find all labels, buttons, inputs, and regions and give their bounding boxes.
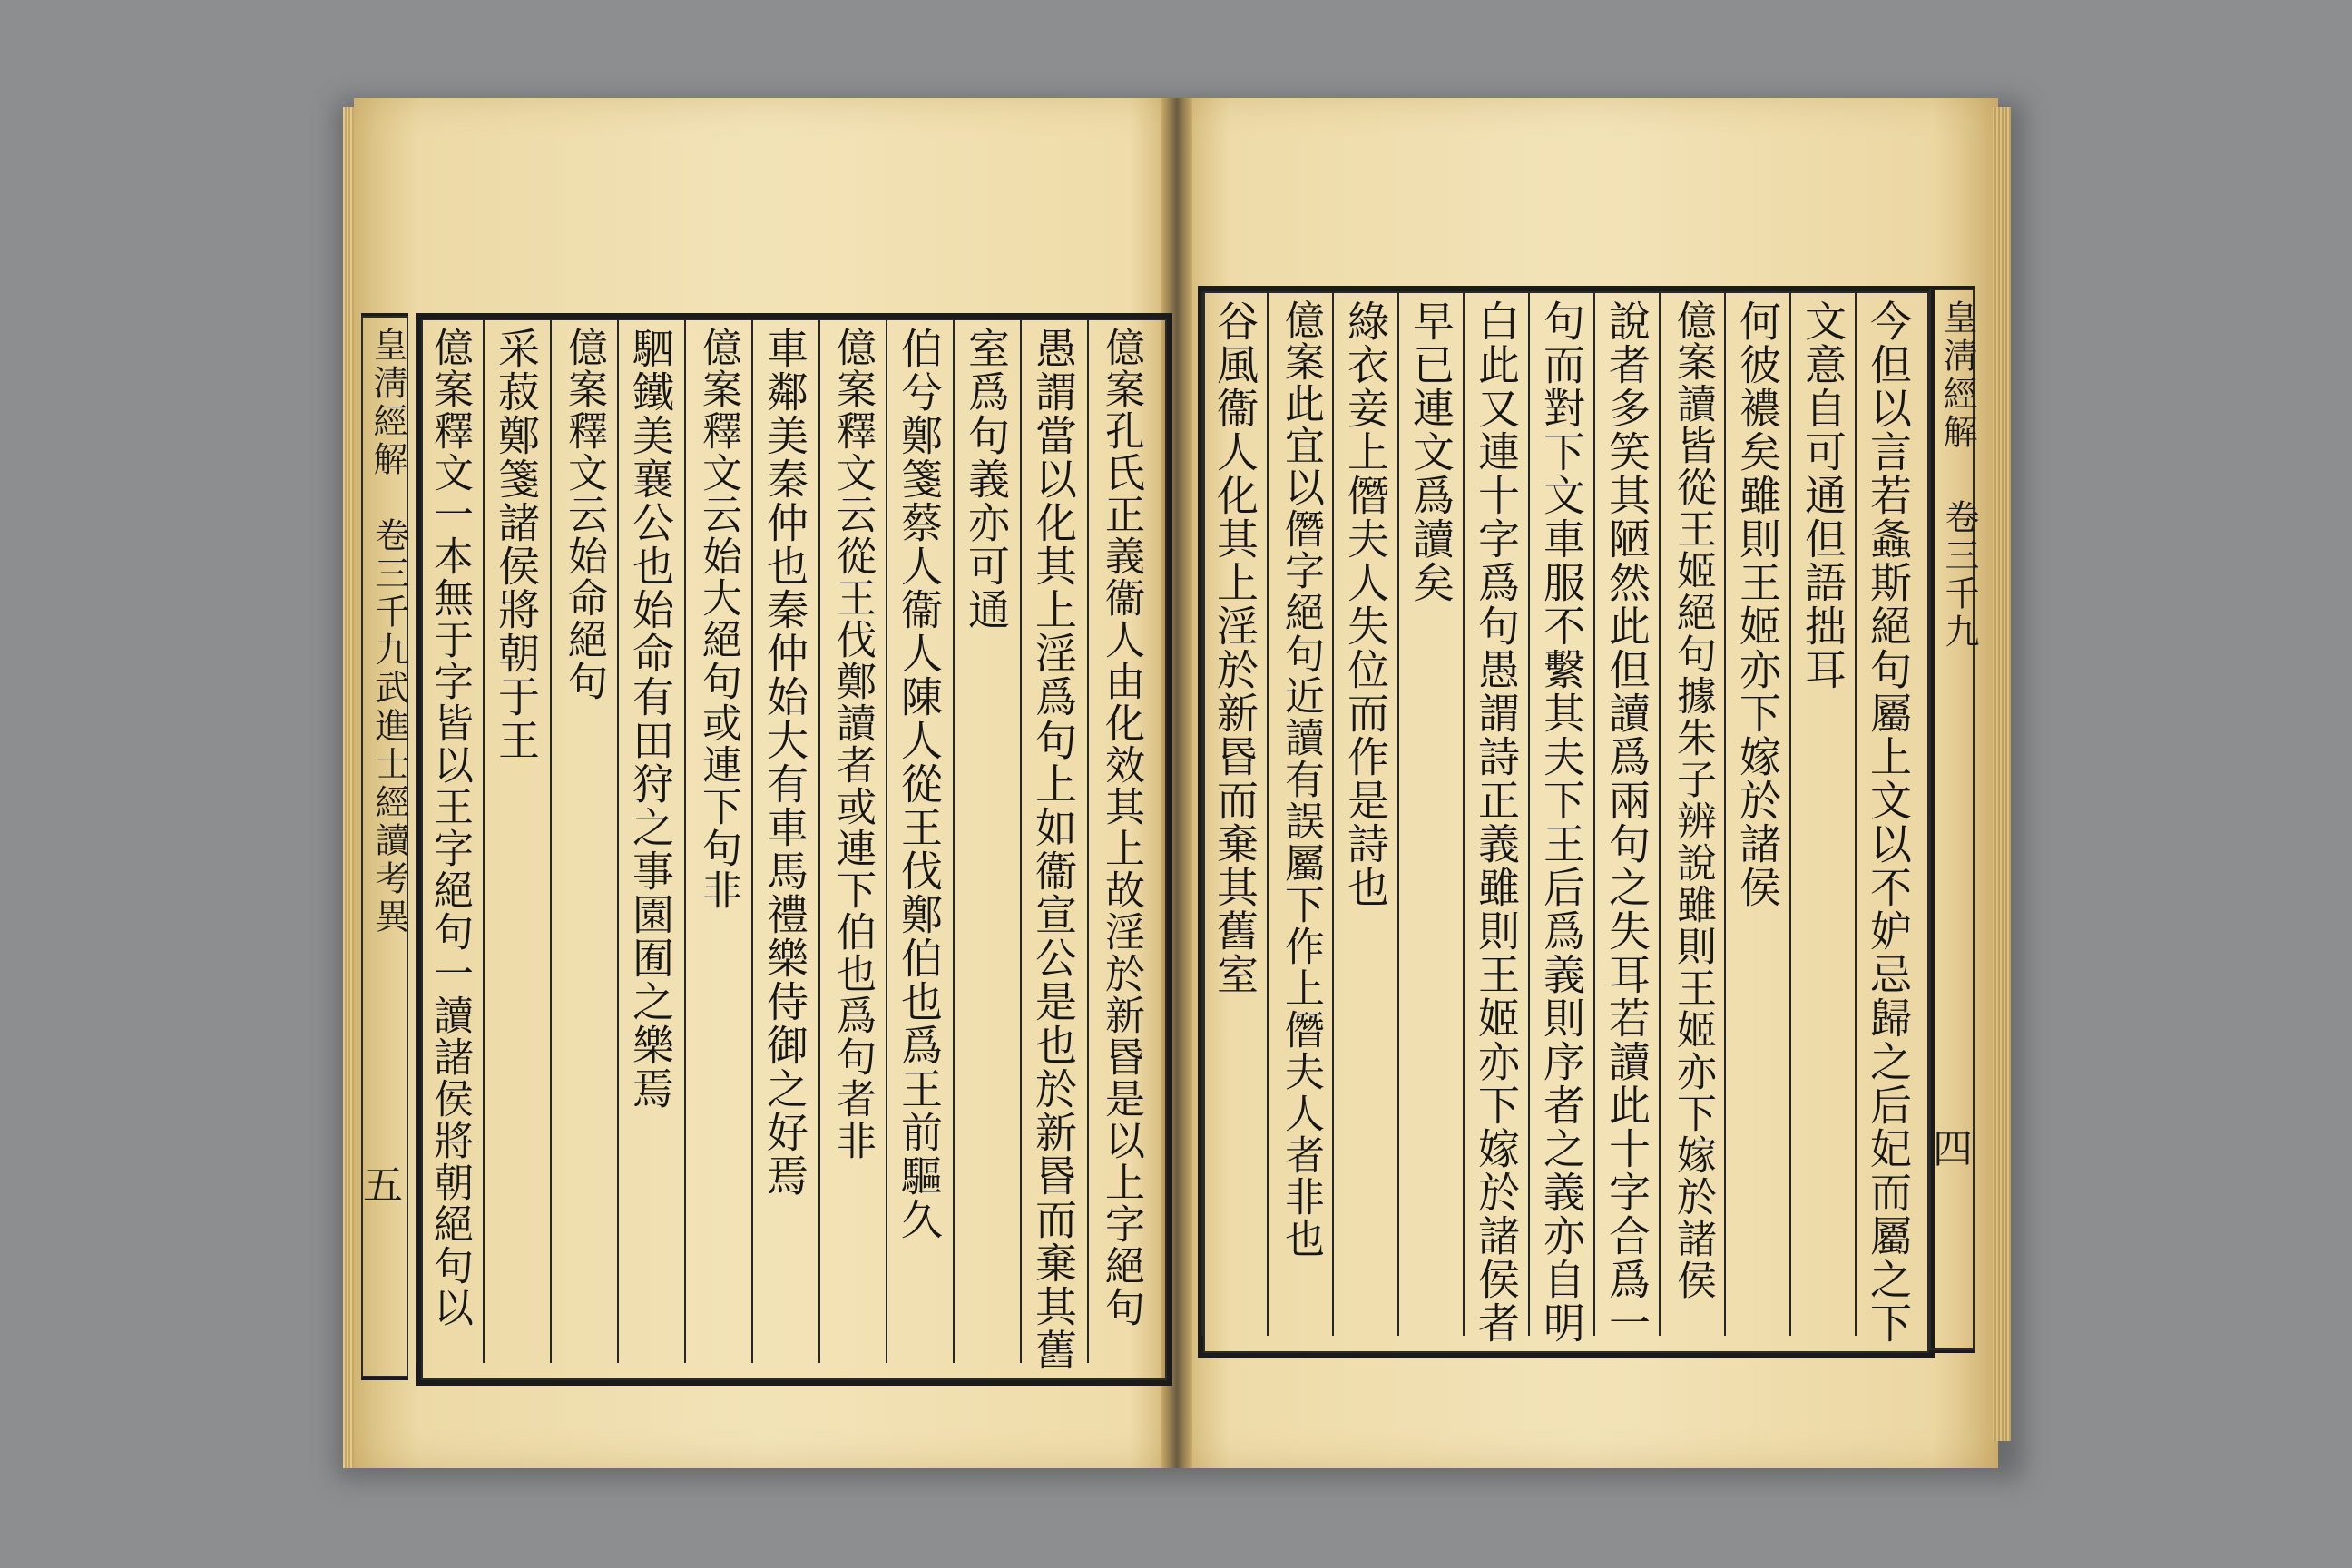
right-page-edges bbox=[1993, 107, 2011, 1441]
right_page-text-column: 文意自可通但語拙耳 bbox=[1798, 299, 1847, 691]
left_page-text-column: 億案釋文云從王伐鄭讀者或連下伯也爲句者非 bbox=[829, 327, 876, 1161]
left-margin-subtitle: 卷三千九武進士經讀考異 bbox=[369, 517, 409, 936]
right_page-column-rule bbox=[1463, 292, 1465, 1336]
left_page-text-column: 伯兮鄭箋蔡人衞人陳人從王伐鄭伯也爲王前驅久 bbox=[895, 327, 944, 1241]
right_page-text-column: 早已連文爲讀矣 bbox=[1406, 299, 1455, 604]
left_page-column-rule bbox=[953, 319, 955, 1363]
left_page-text-column: 億案釋文云始大絕句或連下句非 bbox=[695, 327, 741, 911]
left_page-column-rule bbox=[416, 319, 417, 1363]
right-margin-subtitle: 卷三千九 bbox=[1939, 499, 1979, 652]
right_page-text-column: 白此又連十字爲句愚謂詩正義雖則王姬亦下嫁於諸侯者 bbox=[1472, 299, 1521, 1345]
right_page-text-column: 億案讀皆從王姬絕句據朱子辨說雖則王姬亦下嫁於諸侯 bbox=[1670, 299, 1716, 1301]
left-page-number: 五 bbox=[363, 1162, 403, 1209]
right_page-column-rule bbox=[1724, 292, 1726, 1336]
right_page-column-rule bbox=[1332, 292, 1334, 1336]
right_page-text-column: 谷風衞人化其上淫於新昬而棄其舊室 bbox=[1210, 299, 1259, 996]
left_page-text-column: 愚謂當以化其上淫爲句上如衞宣公是也於新昬而棄其舊 bbox=[1029, 327, 1078, 1372]
right_page-text-column: 今但以言若螽斯絕句屬上文以不妒忌歸之后妃而屬之下 bbox=[1864, 299, 1913, 1345]
right_page-text-column: 億案此宜以僭字絕句近讀有誤屬下作上僭夫人者非也 bbox=[1278, 299, 1324, 1259]
left_page-text-column: 采菽鄭箋諸侯將朝于王 bbox=[492, 327, 541, 762]
left_page-text-column: 駟鐵美襄公也始命有田狩之事園囿之樂焉 bbox=[626, 327, 675, 1111]
right_page-column-rule bbox=[1528, 292, 1530, 1336]
right-margin-title: 皇淸經解 bbox=[1937, 299, 1977, 452]
left_page-column-rule bbox=[617, 319, 619, 1363]
left_page-column-rule bbox=[751, 319, 753, 1363]
left_page-text-column: 室爲句義亦可通 bbox=[962, 327, 1011, 632]
left_page-column-rule bbox=[1087, 319, 1089, 1363]
left_page-column-rule bbox=[1020, 319, 1022, 1363]
right_page-column-rule bbox=[1397, 292, 1399, 1336]
left_page-text-column: 車鄰美秦仲也秦仲始大有車馬禮樂侍御之好焉 bbox=[760, 327, 809, 1198]
left_page-column-rule bbox=[684, 319, 686, 1363]
left_page-column-rule bbox=[483, 319, 485, 1363]
right_page-column-rule bbox=[1267, 292, 1269, 1336]
right_page-column-rule bbox=[1789, 292, 1791, 1336]
left_page-column-rule bbox=[886, 319, 887, 1363]
left_page-column-rule bbox=[818, 319, 820, 1363]
left_page-text-column: 億案釋文一本無于字皆以王字絕句一讀諸侯將朝絕句以 bbox=[426, 327, 473, 1328]
right_page-text-column: 綠衣妾上僭夫人失位而作是詩也 bbox=[1341, 299, 1390, 909]
right_page-column-rule bbox=[1593, 292, 1595, 1336]
left-margin-title: 皇淸經解 bbox=[368, 327, 407, 479]
right_page-column-rule bbox=[1201, 292, 1203, 1336]
left_page-text-column: 億案孔氏正義衞人由化效其上故淫於新昬是以上字絕句 bbox=[1098, 327, 1144, 1328]
right-page-number: 四 bbox=[1933, 1126, 1973, 1172]
left_page-column-rule bbox=[550, 319, 552, 1363]
right_page-text-column: 何彼襛矣雖則王姬亦下嫁於諸侯 bbox=[1733, 299, 1782, 909]
right_page-text-column: 說者多笑其陋然此但讀爲兩句之失耳若讀此十字合爲一 bbox=[1602, 299, 1651, 1345]
left_page-text-column: 億案釋文云始命絕句 bbox=[561, 327, 607, 702]
right_page-column-rule bbox=[1855, 292, 1857, 1336]
right_page-column-rule bbox=[1659, 292, 1661, 1336]
right_page-text-column: 句而對下文車服不繫其夫下王后爲義則序者之義亦自明 bbox=[1537, 299, 1586, 1345]
